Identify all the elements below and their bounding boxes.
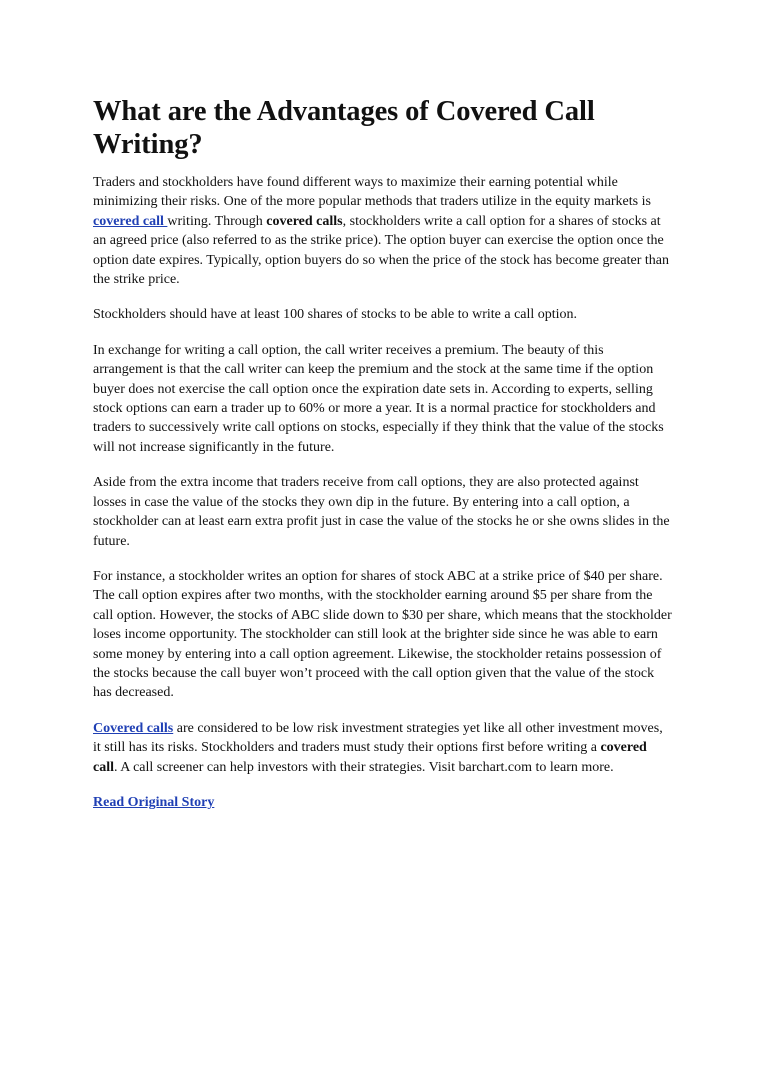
paragraph-premium: In exchange for writing a call option, the call writer receives a premium. The beauty of this arrangement is that the call writer can keep the premium and the stock at the same time if the option buyer does not exercise the call option once the expiration date sets in. According to experts, selling stock options can earn a trader up to 60% or more a year. It is a normal practice for stockholders and traders to successively write call options on stocks, especially if they think that the value of the stocks will not increase significantly in the future. [93, 342, 664, 455]
paragraph-intro-text-a: Traders and stockholders have found different ways to maximize their earning potential while minimizing their risks. One of the more popular methods that traders utilize in the equity markets is [93, 175, 651, 210]
read-original-paragraph [93, 793, 673, 812]
article-title: What are the Advantages of Covered Call Writing? [93, 96, 595, 160]
covered-call-bold: covered call [93, 740, 647, 775]
document-page [93, 95, 673, 828]
paragraph-protection: Aside from the extra income that traders receive from call options, they are also protected against losses in case the value of the stocks they own dip in the future. By entering into a call option, a stockholder can at least earn extra profit just in case the value of the stocks he or she owns slides in the future. [93, 475, 670, 549]
paragraph-intro-text-c: , stockholders write a call option for a shares of stocks at an agreed price (also referred to as the strike price). The option buyer can exercise the option once the option date expires. Typically, option buyers do so when the price of the stock has become greater than the strike price. [93, 213, 669, 288]
covered-calls-link[interactable]: Covered calls [93, 720, 174, 736]
covered-call-link[interactable]: covered call [93, 213, 168, 229]
paragraph-intro-text-b: writing. Through [167, 213, 267, 229]
read-original-story-link[interactable]: Read Original Story [93, 794, 215, 810]
paragraph-shares-requirement: Stockholders should have at least 100 shares of stocks to be able to write a call option. [93, 307, 578, 323]
paragraph-conclusion-text-a: are considered to be low risk investment strategies yet like all other investment moves, it still has its risks. Stockholders and traders must study their options first before writing a [93, 720, 663, 756]
paragraph-intro [93, 173, 673, 289]
covered-calls-bold: covered calls [266, 213, 343, 229]
paragraph-conclusion-text-b: . A call screener can help investors with their strategies. Visit barchart.com to learn more. [114, 759, 614, 775]
paragraph-example: For instance, a stockholder writes an option for shares of stock ABC at a strike price of $40 per share. The call option expires after two months, with the stockholder earning around $5 per share from the call option. However, the stocks of ABC slide down to $30 per share, which means that the stockholder loses income opportunity. The stockholder can still look at the brighter side since he was able to earn some money by entering into a call option agreement. Likewise, the stockholder retains possession of the stocks because the call buyer won’t proceed with the call option given that the value of the stock has decreased. [93, 568, 672, 701]
paragraph-conclusion [93, 719, 673, 777]
